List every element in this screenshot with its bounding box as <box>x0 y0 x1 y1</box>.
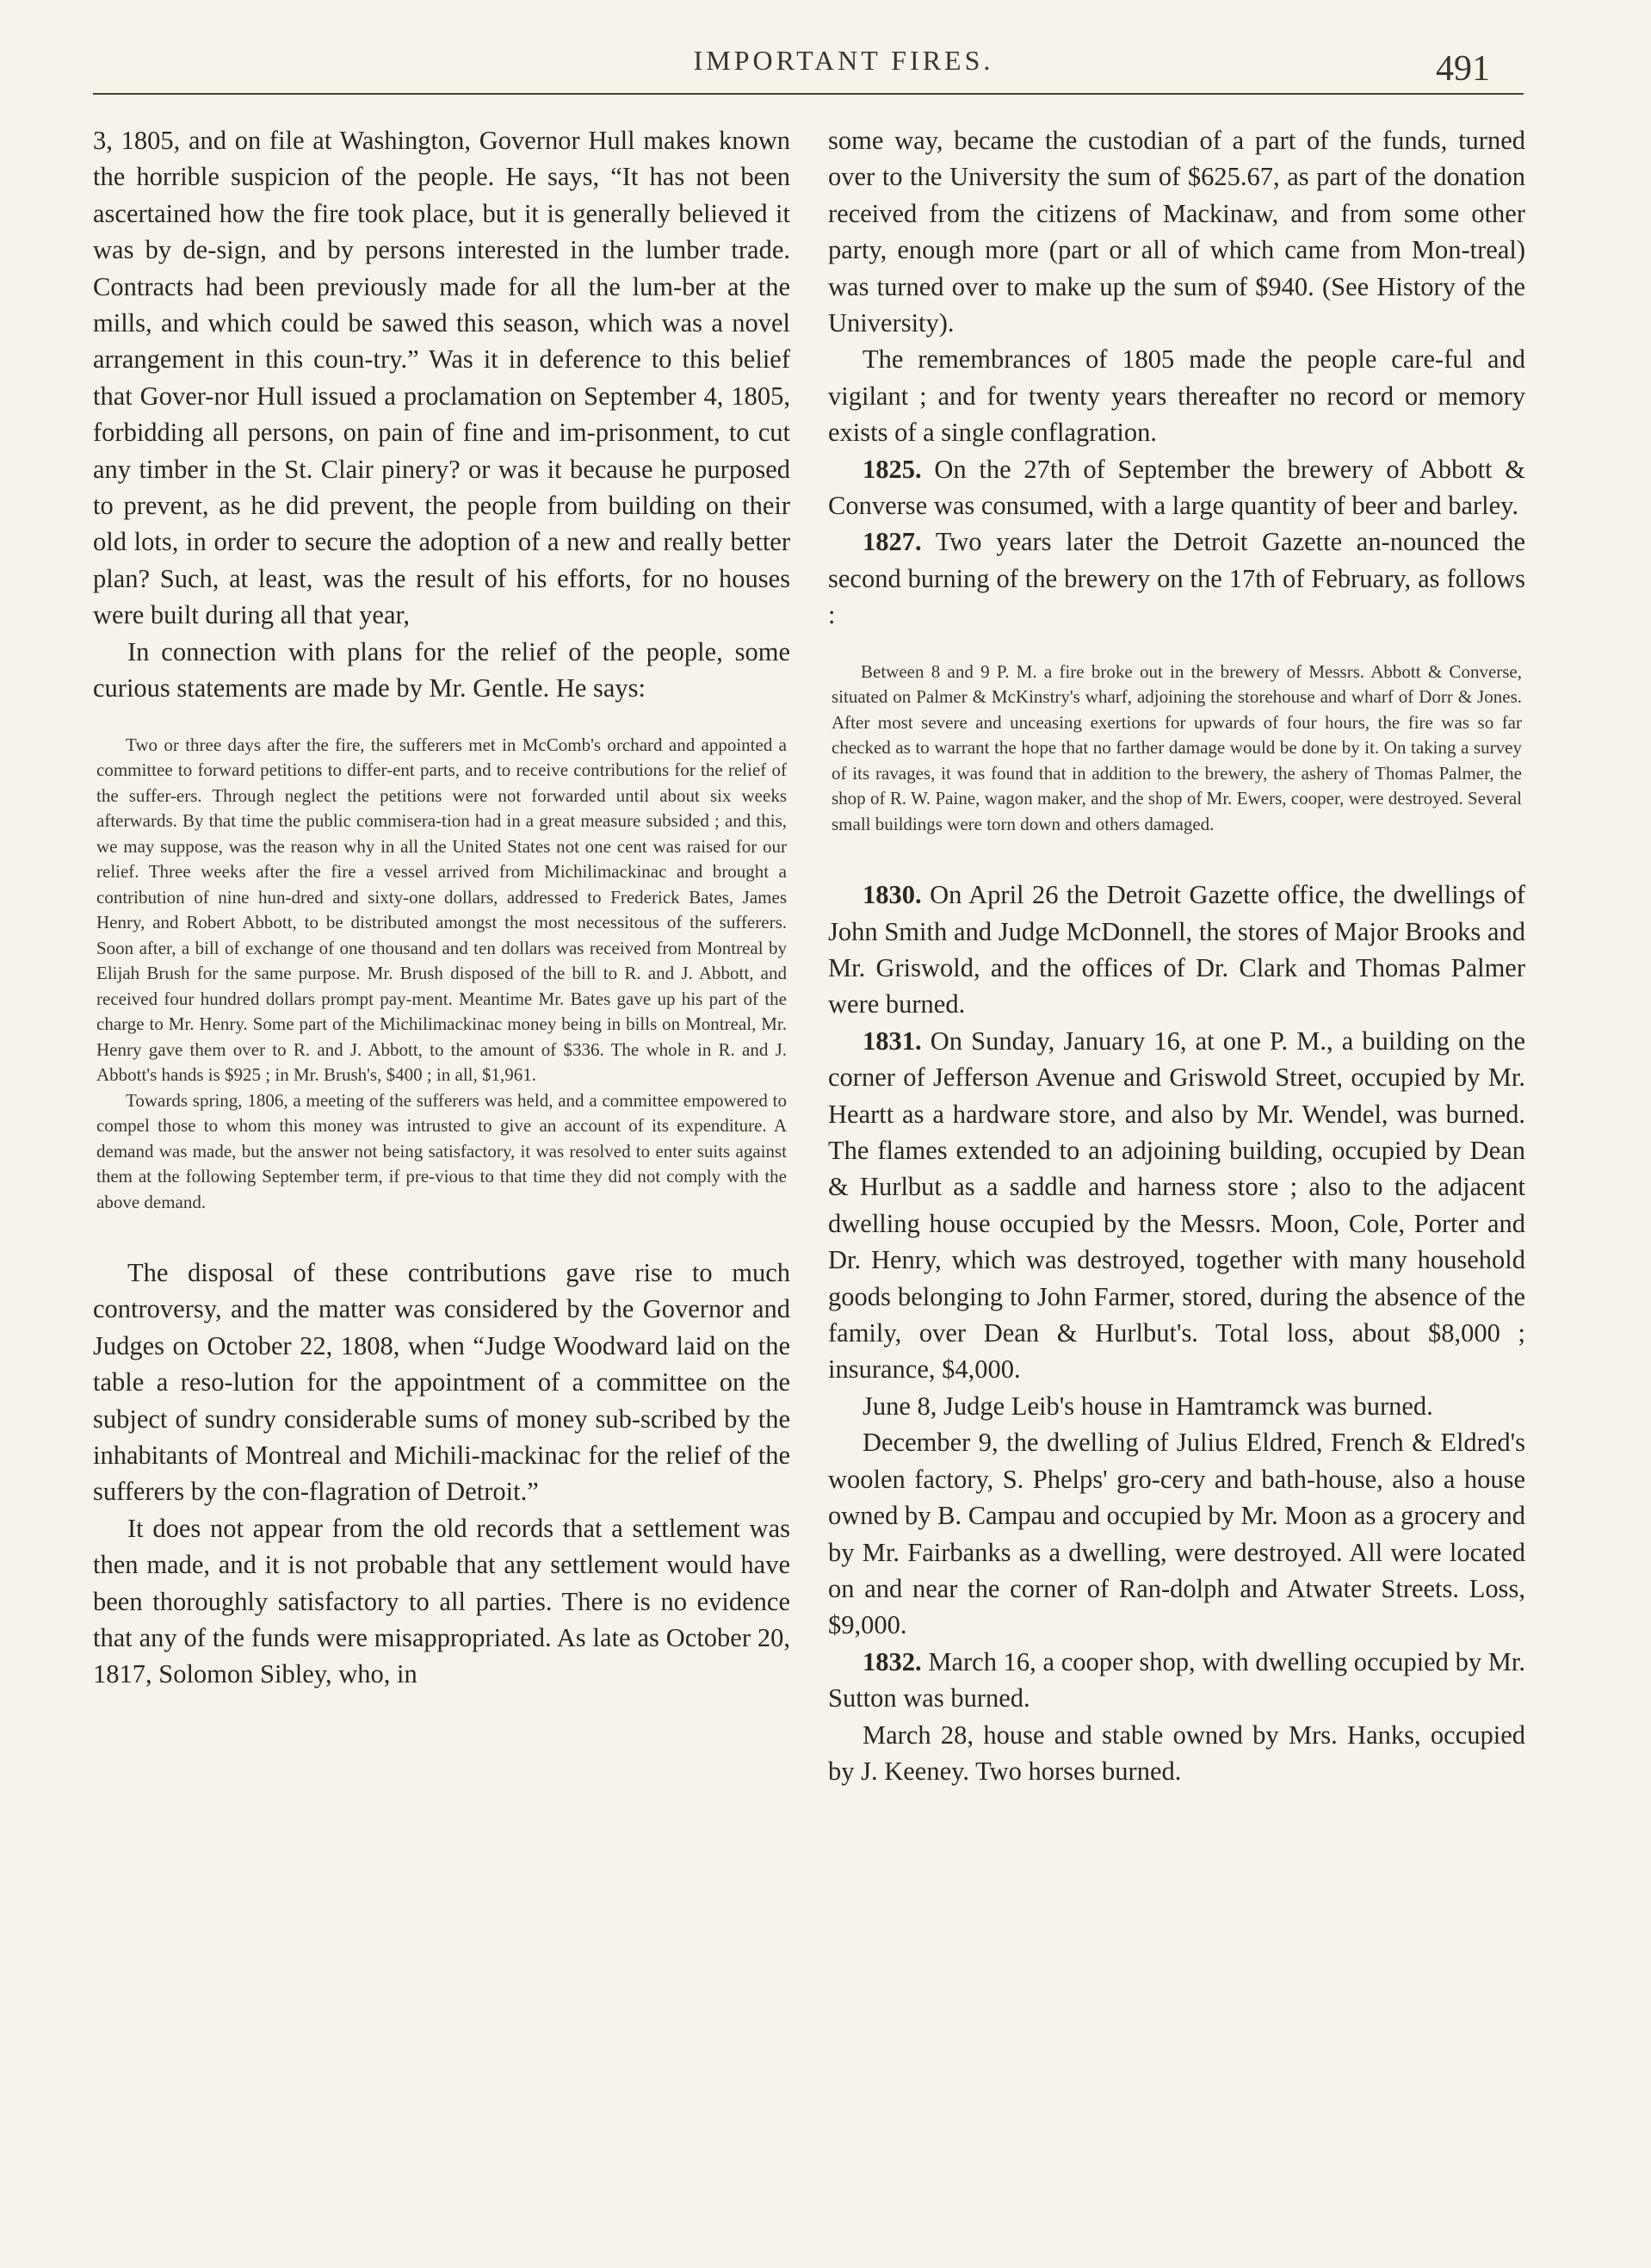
quote-paragraph: Between 8 and 9 P. M. a fire broke out in the brewery of Messrs. Abbott & Converse, situated on Palmer & McKinstry's wharf, adjoining the storehouse and wharf of Dorr & Jones. After most severe and unceasing exertions for upwards of four hours, the fire was so far checked as to warrant the hope that no farther damage would be done by it. On taking a survey of its ravages, it was found that in addition to the brewery, the ashery of Thomas Palmer, the shop of R. W. Paine, wagon maker, and the shop of Mr. Ewers, cooper, were destroyed. Several small buildings were torn down and others damaged. <box>832 660 1522 834</box>
paragraph-text: On Sunday, January 16, at one P. M., a building on the corner of Jefferson Avenue and Griswold Street, occupied by Mr. Heartt as a hardware store, and also by Mr. Wendel, was burned. The flames extended to an adjoining building, occupied by Dean & Hurlbut as a saddle and harness store ; also to the adjacent dwelling house occupied by the Messrs. Moon, Cole, Porter and Dr. Henry, which was destroyed, together with many household goods belonging to John Farmer, stored, during the absence of the family, over Dean & Hurlbut's. Total loss, about $8,000 ; insurance, $4,000. <box>828 1026 1525 1385</box>
header-rule <box>93 93 1524 95</box>
paragraph <box>828 451 1525 524</box>
right-column <box>828 122 1525 2249</box>
paragraph: The remembrances of 1805 made the people care-ful and vigilant ; and for twenty years thereafter no record or memory exists of a single conflagration. <box>828 344 1525 448</box>
paragraph: March 28, house and stable owned by Mrs. Hanks, occupied by J. Keeney. Two horses burned. <box>828 1720 1525 1786</box>
paragraph: The disposal of these contributions gave rise to much controversy, and the matter was considered by the Governor and Judges on October 22, 1808, when “Judge Woodward laid on the table a reso-lution for the appointment of a committee on the subject of sundry considerable sums of money sub-scribed by the inhabitants of Montreal and Michili-mackinac for the relief of the sufferers by the con-flagration of Detroit.” <box>93 1258 790 1507</box>
paragraph <box>828 1644 1525 1717</box>
paragraph: In connection with plans for the relief of the people, some curious statements are made by Mr. Gentle. He says: <box>93 636 790 703</box>
year-heading: 1832. <box>863 1646 922 1676</box>
quote-paragraph: Two or three days after the fire, the sufferers met in McComb's orchard and appointed a committee to forward petitions to differ-ent parts, and to receive contributions for the relief of the suffer-ers. Through neglect the petitions were not forwarded until about six weeks afterwards. By that time the public commisera-tion had in a great measure subsided ; and this, we may suppose, was the reason why in all the United States not one cent was raised for our relief. Three weeks after the fire a vessel arrived from Michilimackinac and brought a contribution of nine hun-dred and sixty-one dollars, addressed to Frederick Bates, James Henry, and Robert Abbott, to be distributed amongst the most necessitous of the sufferers. Soon after, a bill of exchange of one thousand and ten dollars was received from Montreal by Elijah Brush for the same purpose. Mr. Brush disposed of the bill to R. and J. Abbott, and received four hundred dollars prompt pay-ment. Meantime Mr. Bates gave up his part of the charge to Mr. Henry. Some part of the Michilimackinac money being in bills on Montreal, Mr. Henry gave them over to R. and J. Abbott, to the amount of $336. The whole in R. and J. Abbott's hands is $925 ; in Mr. Brush's, $400 ; in all, $1,961. <box>96 734 787 1085</box>
paragraph: It does not appear from the old records that a settlement was then made, and it is not probable that any settlement would have been thoroughly satisfactory to all parties. There is no evidence that any of the funds were misappropriated. As late as October 20, 1817, Solomon Sibley, who, in <box>93 1513 790 1689</box>
year-heading: 1831. <box>863 1026 922 1056</box>
quote-paragraph: Towards spring, 1806, a meeting of the sufferers was held, and a committee empowered to compel those to whom this money was intrusted to give an account of its expenditure. A demand was made, but the answer not being satisfactory, it was resolved to enter suits against them at the following September term, if pre-vious to that time they did not comply with the above demand. <box>96 1089 787 1212</box>
block-quote <box>93 733 790 1216</box>
page-number: 491 <box>1436 49 1490 89</box>
year-heading: 1827. <box>863 527 922 557</box>
paragraph: some way, became the custodian of a part of the funds, turned over to the University the sum of $625.67, as part of the donation received from the citizens of Mackinaw, and from some other party, enough more (part or all of which came from Mon-treal) was turned over to make up the sum of $940. (See History of the University). <box>828 126 1525 338</box>
paragraph-text: On April 26 the Detroit Gazette office, the dwellings of John Smith and Judge McDonnell, the stores of Major Brooks and Mr. Griswold, and the offices of Dr. Clark and Thomas Palmer were burned. <box>828 880 1525 1019</box>
running-head-title: IMPORTANT FIRES. <box>693 45 994 76</box>
paragraph <box>828 1023 1525 1388</box>
year-heading: 1830. <box>863 880 922 910</box>
paragraph: 3, 1805, and on file at Washington, Governor Hull makes known the horrible suspicion of the people. He says, “It has not been ascertained how the fire took place, but it is generally believed it was by de-sign, and by persons interested in the lumber trade. Contracts had been previously made for all the lum-ber at the mills, and which could be sawed this season, which was a novel arrangement in this coun-try.” Was it in deference to this belief that Gover-nor Hull issued a proclamation on September 4, 1805, forbidding all persons, on pain of fine and im-prisonment, to cut any timber in the St. Clair pinery? or was it because he purposed to prevent, as he did prevent, the people from building on their old lots, in order to secure the adoption of a new and really better plan? Such, at least, was the result of his efforts, for no houses were built during all that year, <box>93 126 790 630</box>
paragraph: December 9, the dwelling of Julius Eldred, French & Eldred's woolen factory, S. Phelps' gro-cery and bath-house, also a house owned by B. Campau and occupied by Mr. Moon as a grocery and by Mr. Fairbanks as a dwelling, were destroyed. All were located on and near the corner of Ran-dolph and Atwater Streets. Loss, $9,000. <box>828 1428 1525 1640</box>
paragraph-text: March 16, a cooper shop, with dwelling occupied by Mr. Sutton was burned. <box>828 1646 1525 1713</box>
block-quote <box>828 660 1525 838</box>
paragraph-text: On the 27th of September the brewery of Abbott & Converse was consumed, with a large quantity of beer and barley. <box>828 454 1525 521</box>
year-heading: 1825. <box>863 454 922 484</box>
paragraph <box>828 877 1525 1023</box>
paragraph: June 8, Judge Leib's house in Hamtramck was burned. <box>863 1391 1433 1421</box>
paragraph-text: Two years later the Detroit Gazette an-nounced the second burning of the brewery on the 17th of February, as follows : <box>828 527 1525 630</box>
paragraph <box>828 524 1525 633</box>
left-column <box>93 122 790 2249</box>
